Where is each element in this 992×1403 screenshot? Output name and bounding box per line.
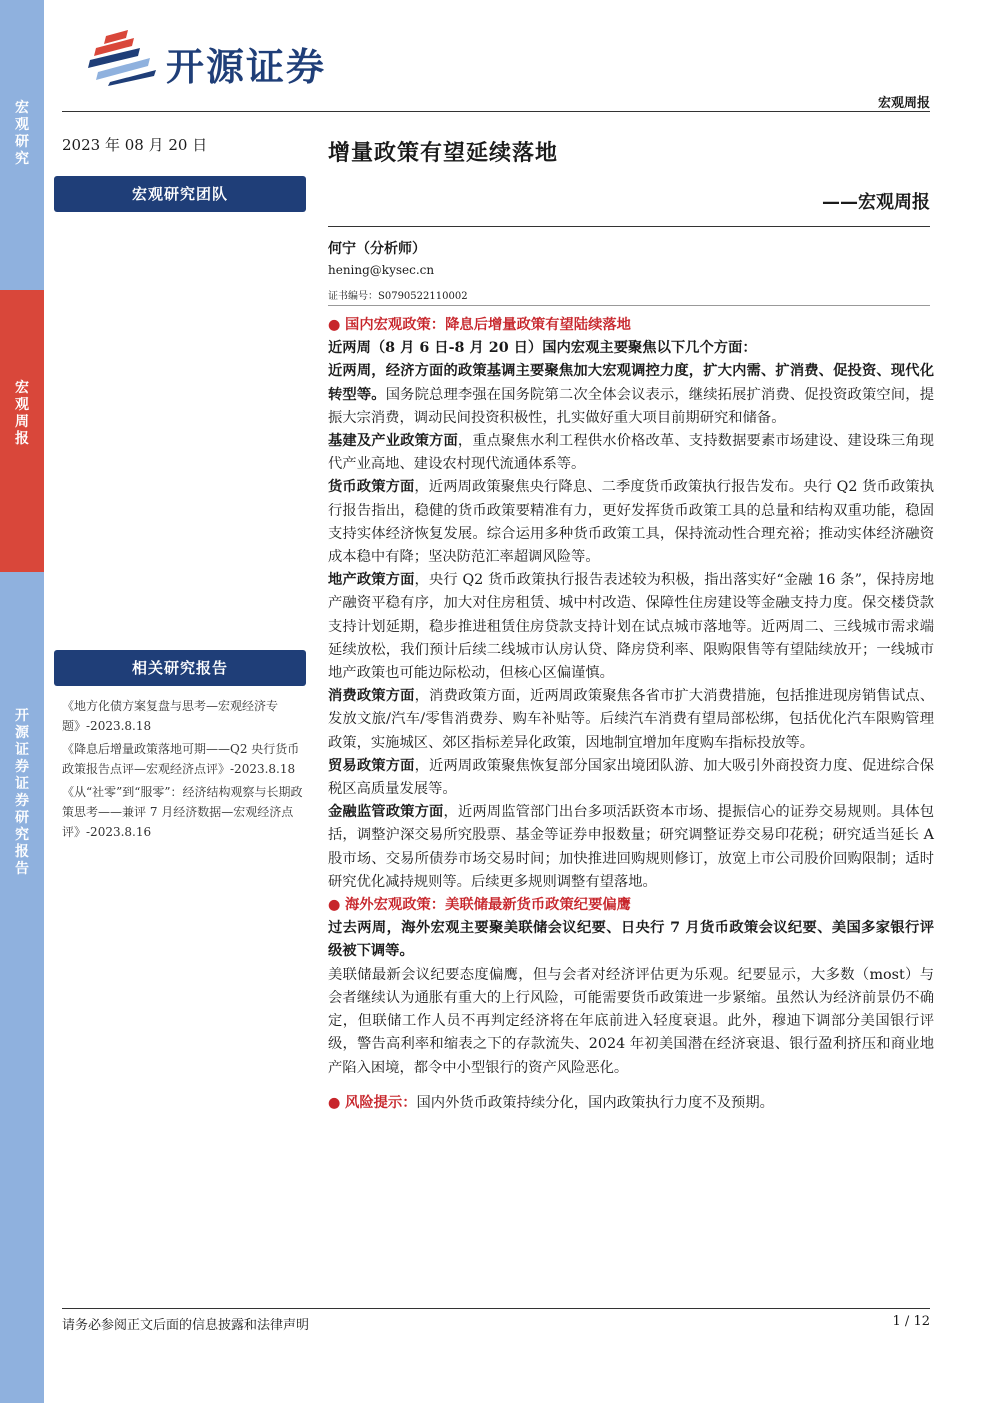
sidebar-band-macro-research	[0, 0, 44, 290]
related-report-item[interactable]: 《地方化债方案复盘与思考—宏观经济专题》-2023.8.18	[62, 699, 279, 733]
paragraph-monetary: 货币政策方面，近两周政策聚焦央行降息、二季度货币政策执行报告发布。央行 Q2 货币政策执行报告指出，稳健的货币政策要精准有力，更好发挥货币政策工具的总量和结构双重功能，稳固支持实体经济恢复发展。综合运用多种货币政策工具，保持流动性合理充裕；推动实体经济融资成本稳中有降；坚决防范汇率超调风险等。	[328, 479, 935, 566]
logo-mark-icon	[88, 30, 158, 86]
paragraph-infrastructure: 基建及产业政策方面，重点聚焦水利工程供水价格改革、支持数据要素市场建设、建设珠三角现代产业高地、建设农村现代流通体系等。	[328, 433, 935, 473]
related-reports-list	[62, 696, 310, 845]
section-heading-overseas: ● 海外宏观政策：美联储最新货币政策纪要偏鹰	[328, 897, 631, 914]
bullet-icon: ●	[328, 317, 346, 333]
paragraph-property: 地产政策方面，央行 Q2 货币政策执行报告表述较为积极，指出落实好“金融 16 条”，保持房地产融资平稳有序，加大对住房租赁、城中村改造、保障性住房建设等金融支持力度。保交楼贷款支持计划延期，稳步推进租赁住房贷款支持计划在试点城市落地等。近两周二、三线城市需求端延续放松，我们预计后续二线城市认房认贷、降房贷利率、限购限售等有望陆续放开；一线城市地产政策也可能边际松动，但核心区偏谨慎。	[328, 572, 934, 682]
related-report-item[interactable]: 《从“社零”到“服零”：经济结构观察与长期政策思考——兼评 7 月经济数据—宏观经济点评》-2023.8.16	[62, 785, 303, 839]
paragraph-consumption: 消费政策方面，消费政策方面，近两周政策聚焦各省市扩大消费措施，包括推进现房销售试点、发放文旅/汽车/零售消费券、购车补贴等。后续汽车消费有望局部松绑，包括优化汽车限购管理政策，实施城区、郊区指标差异化政策，因地制宜增加年度购车指标投放等。	[328, 688, 934, 751]
paragraph-trade: 贸易政策方面，近两周政策聚焦恢复部分国家出境团队游、加大吸引外商投资力度、促进综合保税区高质量发展等。	[328, 757, 934, 798]
sidebar-band-securities-report	[0, 572, 44, 1403]
analyst-email[interactable]: hening@kysec.cn	[328, 263, 435, 277]
team-label-box: 宏观研究团队	[54, 176, 306, 212]
report-body	[328, 314, 934, 1115]
related-report-item[interactable]: 《降息后增量政策落地可期——Q2 央行货币政策报告点评—宏观经济点评》-2023.8.18	[62, 742, 300, 776]
sidebar-band-macro-weekly	[0, 290, 44, 572]
sidebar-label-securities-report: 开源证券 证券研究报告	[15, 708, 29, 877]
footer-disclaimer: 请务必参阅正文后面的信息披露和法律声明	[62, 1318, 310, 1333]
paragraph-financial-regulation: 金融监管政策方面，近两周监管部门出台多项活跃资本市场、提振信心的证券交易规则。具体包括，调整沪深交易所究股票、基金等证券申报数量；研究调整证券交易印花税；研究适当延长 A 股市场、交易所债券市场交易时间；加快推进回购规则修订，放宽上市公司股价回购限制；适时研究优化减持规则等。后续更多规则调整有望落地。	[328, 804, 935, 890]
title-divider	[328, 226, 930, 227]
logo-text: 开源证券	[166, 45, 327, 89]
bullet-icon: ●	[328, 1094, 346, 1111]
paragraph-overview: 近两周，经济方面的政策基调主要聚焦加大宏观调控力度，扩大内需、扩消费、促投资、现代化转型等。国务院总理李强在国务院第二次全体会议表示，继续拓展扩消费、促投资政策空间，提振大宗消费，调动民间投资积极性，扎实做好重大项目前期研究和储备。	[328, 363, 935, 426]
header-divider	[62, 111, 930, 112]
page-number: 1 / 12	[892, 1314, 930, 1329]
sidebar-label-macro-weekly: 宏观周报	[15, 380, 29, 447]
section-heading-domestic: ● 国内宏观政策：降息后增量政策有望陆续落地	[328, 317, 631, 333]
related-reports-header: 相关研究报告	[54, 650, 306, 686]
analyst-name: 何宁（分析师）	[328, 241, 426, 257]
author-divider	[328, 305, 930, 306]
page-title: 增量政策有望延续落地	[328, 141, 559, 166]
section-intro-overseas: 过去两周，海外宏观主要聚美联储会议纪要、日央行 7 月货币政策会议纪要、美国多家银行评级被下调等。	[328, 920, 934, 960]
risk-warning: ● 风险提示：国内外货币政策持续分化，国内政策执行力度不及预期。	[328, 1094, 774, 1111]
section-intro-domestic: 近两周（8 月 6 日-8 月 20 日）国内宏观主要聚焦以下几个方面：	[328, 340, 757, 357]
certificate-number: 证书编号：S0790522110002	[328, 291, 468, 302]
page-subtitle: ——宏观周报	[822, 192, 930, 213]
report-type-label: 宏观周报	[877, 96, 930, 111]
paragraph-fed: 美联储最新会议纪要态度偏鹰，但与会者对经济评估更为乐观。纪要显示，大多数（most）与会者继续认为通胀有重大的上行风险，可能需要货币政策进一步紧缩。虽然认为经济前景仍不确定，但联储工作人员不再判定经济将在年底前进入轻度衰退。此外，穆迪下调部分美国银行评级，警告高利率和缩表之下的存款流失、2024 年初美国潜在经济衰退、银行盈利挤压和商业地产陷入困境，都令中小型银行的资产风险恶化。	[328, 966, 934, 1076]
report-date: 2023 年 08 月 20 日	[62, 136, 208, 154]
footer-divider	[62, 1308, 930, 1309]
bullet-icon: ●	[328, 897, 346, 914]
sidebar-label-macro-research: 宏观研究	[15, 100, 29, 167]
